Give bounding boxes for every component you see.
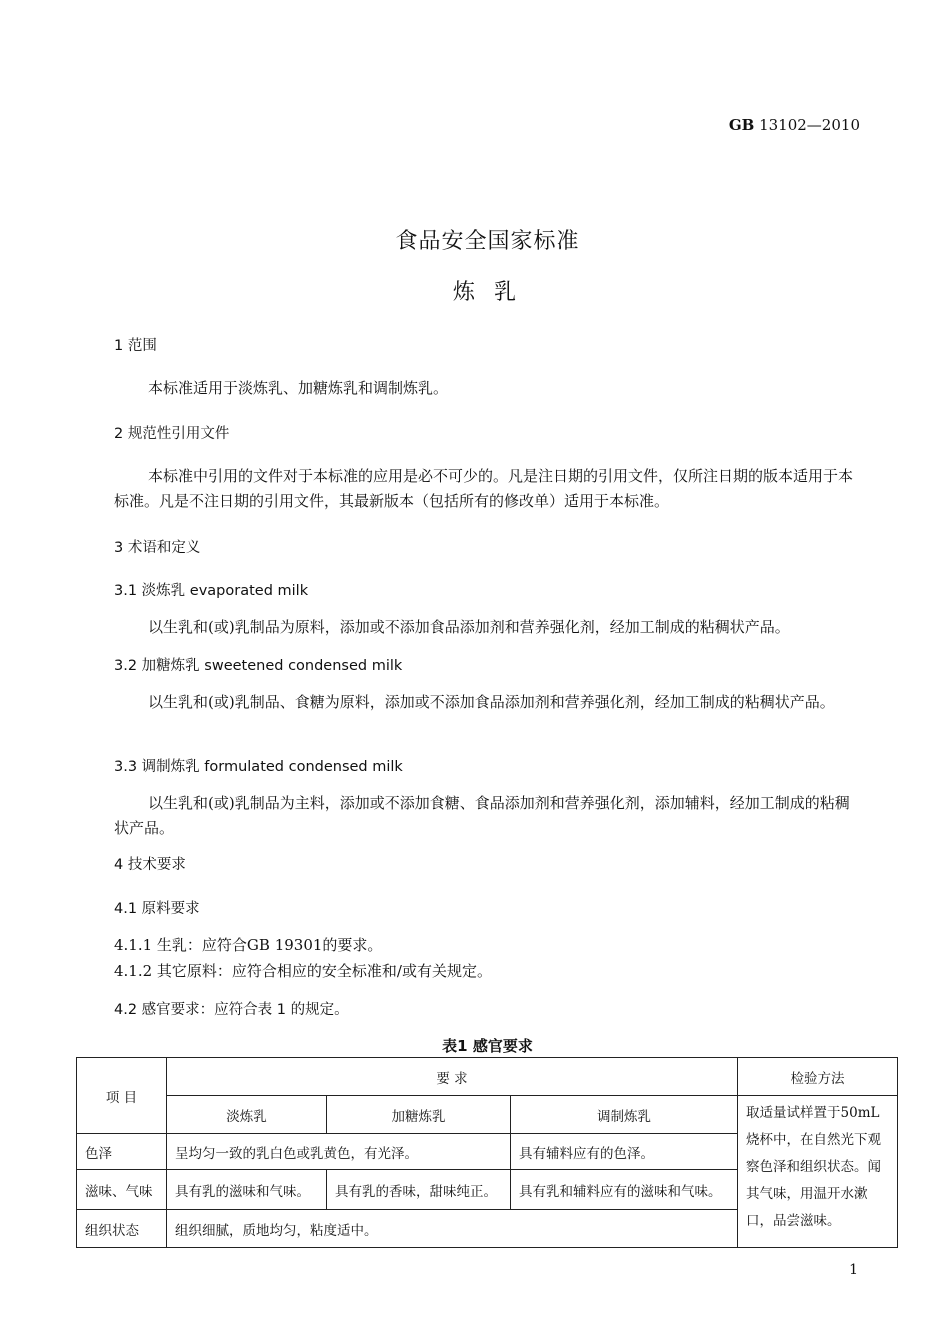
header-method: 检验方法 <box>738 1058 898 1096</box>
section-1-heading: 1 范围 <box>114 338 157 354</box>
section-1-text: 本标准适用于淡炼乳、加糖炼乳和调制炼乳。 <box>148 379 449 397</box>
standard-code <box>729 116 860 134</box>
section-4-2-heading: 4.2 感官要求：应符合表 1 的规定。 <box>114 1002 349 1018</box>
std-number: 13102—2010 <box>759 116 860 134</box>
section-3-1-text: 以生乳和(或)乳制品为原料，添加或不添加食品添加剂和营养强化剂，经加工制成的粘稠状产品。 <box>148 618 790 636</box>
section-3-3-heading: 3.3 调制炼乳 formulated condensed milk <box>114 759 403 775</box>
header-item: 项 目 <box>77 1058 167 1134</box>
section-3-1-heading: 3.1 淡炼乳 evaporated milk <box>114 583 309 599</box>
section-3-3-text: 以生乳和(或)乳制品为主料，添加或不添加食糖、食品添加剂和营养强化剂，添加辅料，经加工制成的粘稠状产品。 <box>114 794 850 837</box>
section-2-text: 本标准中引用的文件对于本标准的应用是必不可少的。凡是注日期的引用文件，仅所注日期的版本适用于本标准。凡是不注日期的引用文件，其最新版本（包括所有的修改单）适用于本标准。 <box>114 467 854 510</box>
document-subtitle: 炼 乳 <box>453 280 522 305</box>
row-color-c: 具有辅料应有的色泽。 <box>511 1134 738 1170</box>
row-color-ab: 呈均匀一致的乳白色或乳黄色，有光泽。 <box>167 1134 511 1170</box>
std-prefix: GB <box>728 116 755 134</box>
document-title: 食品安全国家标准 <box>395 229 580 254</box>
section-4-1-2-text: 4.1.2 其它原料：应符合相应的安全标准和/或有关规定。 <box>114 962 492 980</box>
subheader-evaporated: 淡炼乳 <box>167 1096 327 1134</box>
section-4-1-heading: 4.1 原料要求 <box>114 901 200 917</box>
row-texture-abc: 组织细腻，质地均匀，粘度适中。 <box>167 1210 738 1248</box>
section-4-heading: 4 技术要求 <box>114 857 186 873</box>
section-3-heading: 3 术语和定义 <box>114 540 201 556</box>
sensory-requirements-table <box>76 1057 898 1248</box>
row-taste-a: 具有乳的滋味和气味。 <box>167 1170 327 1210</box>
row-color-item: 色泽 <box>77 1134 167 1170</box>
subheader-sweetened: 加糖炼乳 <box>327 1096 511 1134</box>
header-requirements: 要 求 <box>167 1058 738 1096</box>
row-taste-c: 具有乳和辅料应有的滋味和气味。 <box>511 1170 738 1210</box>
test-method: 取适量试样置于50mL烧杯中，在自然光下观察色泽和组织状态。闻其气味，用温开水漱口，品尝滋味。 <box>738 1096 898 1248</box>
section-2-heading: 2 规范性引用文件 <box>114 426 230 442</box>
row-taste-item: 滋味、气味 <box>77 1170 167 1210</box>
row-taste-b: 具有乳的香味，甜味纯正。 <box>327 1170 511 1210</box>
row-texture-item: 组织状态 <box>77 1210 167 1248</box>
subheader-formulated: 调制炼乳 <box>511 1096 738 1134</box>
page-number: 1 <box>849 1262 858 1278</box>
table-1-caption: 表1 感官要求 <box>442 1037 533 1055</box>
section-3-2-heading: 3.2 加糖炼乳 sweetened condensed milk <box>114 658 403 674</box>
section-3-2-text: 以生乳和(或)乳制品、食糖为原料，添加或不添加食品添加剂和营养强化剂，经加工制成的粘稠状产品。 <box>148 693 835 711</box>
section-4-1-1-text: 4.1.1 生乳：应符合GB 19301的要求。 <box>114 936 383 954</box>
